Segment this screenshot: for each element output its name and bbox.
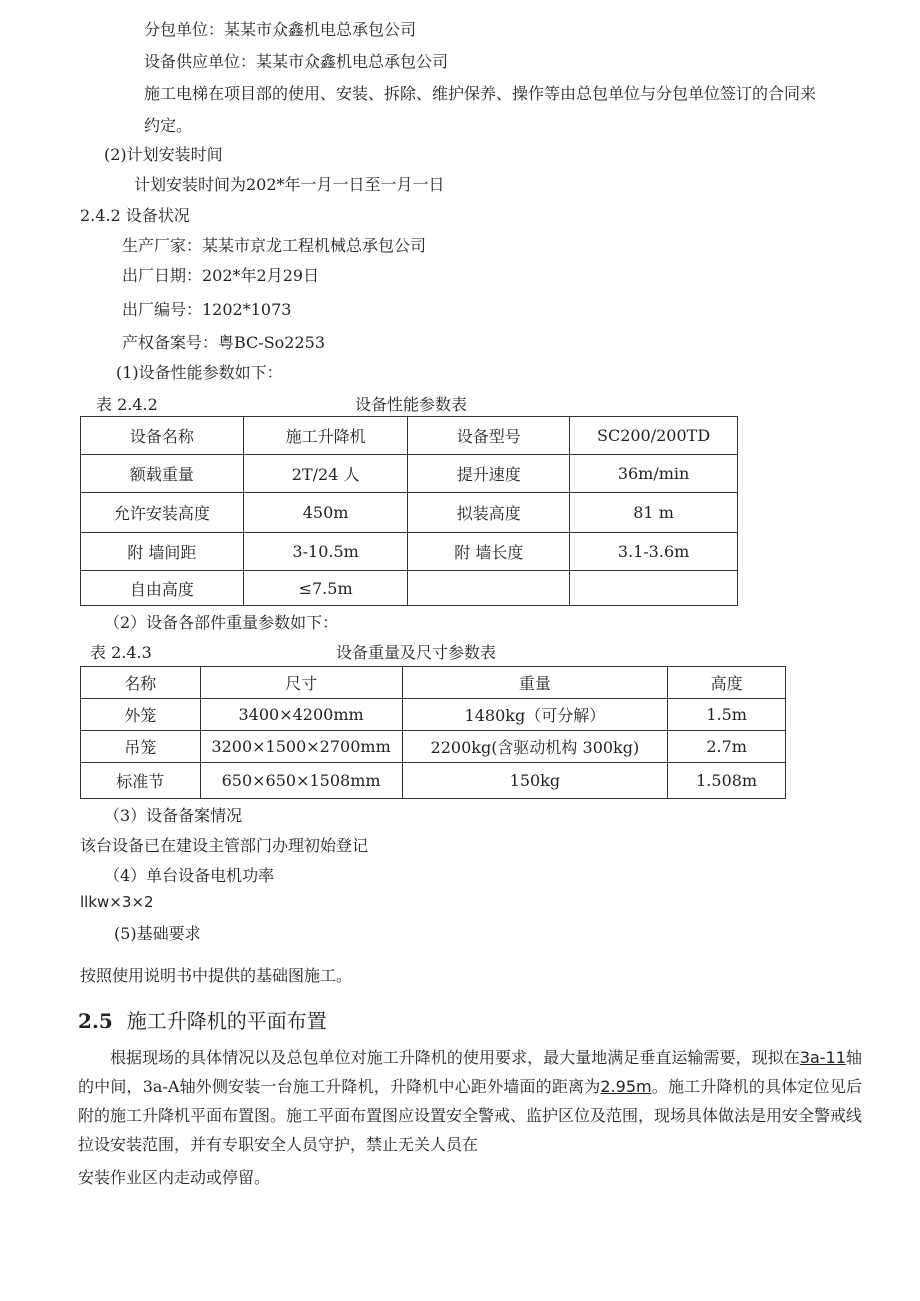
table-header-row	[81, 667, 786, 699]
table-row	[81, 699, 786, 731]
record-line: 该台设备已在建设主管部门办理初始登记	[80, 836, 369, 855]
contract-line-2: 约定。	[144, 116, 193, 135]
weights-heading: （2）设备各部件重量参数如下：	[104, 613, 339, 632]
table-cell: 外笼	[81, 699, 201, 731]
performance-heading: (1)设备性能参数如下：	[116, 363, 283, 382]
table-cell: 450m	[243, 493, 408, 533]
manufacturer-line: 生产厂家：某某市京龙工程机械总承包公司	[122, 236, 427, 255]
table-cell: 36m/min	[570, 455, 738, 493]
last-line: 安装作业区内走动或停留。	[78, 1168, 271, 1187]
contract-line-1: 施工电梯在项目部的使用、安装、拆除、维护保养、操作等由总包单位与分包单位签订的合同来	[144, 84, 817, 103]
table-cell: 设备名称	[81, 417, 244, 455]
distance-underlined: 2.95m	[600, 1077, 652, 1096]
section-2-5-number: 2.5	[78, 1009, 113, 1033]
table-cell: 150kg	[402, 763, 668, 799]
table-cell: 标准节	[81, 763, 201, 799]
supplier-line: 设备供应单位：某某市众鑫机电总承包公司	[144, 52, 449, 71]
table-cell: ≤7.5m	[243, 571, 408, 606]
section-2-5-title: 施工升降机的平面布置	[126, 1009, 327, 1033]
plan-time-line: 计划安装时间为202*年一月一日至一月一日	[134, 175, 445, 194]
table-row	[81, 533, 738, 571]
performance-table	[80, 416, 738, 606]
reg-no-line: 产权备案号：粤BC-So2253	[122, 333, 326, 352]
paragraph-text-a: 根据现场的具体情况以及总包单位对施工升降机的使用要求，最大量地满足垂直运输需要，现拟在	[110, 1048, 800, 1067]
table-row	[81, 571, 738, 606]
table-cell: 设备型号	[408, 417, 570, 455]
section-2-5-heading	[78, 1008, 327, 1034]
table-cell: 81 m	[570, 493, 738, 533]
section-2-4-2-heading: 2.4.2 设备状况	[80, 206, 190, 225]
table-cell: 施工升降机	[243, 417, 408, 455]
table-cell: 允许安装高度	[81, 493, 244, 533]
table-cell: 额载重量	[81, 455, 244, 493]
table-cell	[408, 571, 570, 606]
table-cell	[570, 571, 738, 606]
table-cell: 吊笼	[81, 731, 201, 763]
table-cell: 2200kg(含驱动机构 300kg)	[402, 731, 668, 763]
table-cell: 1480kg（可分解）	[402, 699, 668, 731]
table-cell: 拟装高度	[408, 493, 570, 533]
table-row	[81, 417, 738, 455]
table-cell: SC200/200TD	[570, 417, 738, 455]
table-cell: 3200×1500×2700mm	[200, 731, 402, 763]
weight-size-table	[80, 666, 786, 799]
table-cell: 2.7m	[668, 731, 786, 763]
table-cell: 3.1-3.6m	[570, 533, 738, 571]
power-line: llkw×3×2	[80, 893, 154, 911]
foundation-heading: (5)基础要求	[114, 924, 201, 943]
table-cell: 尺寸	[200, 667, 402, 699]
mfg-date-line: 出厂日期：202*年2月29日	[122, 266, 320, 285]
table-cell: 3400×4200mm	[200, 699, 402, 731]
table-row	[81, 455, 738, 493]
plan-time-heading: (2)计划安装时间	[104, 145, 223, 164]
table-row	[81, 731, 786, 763]
paragraph-text-c: 。施工升降机的具体定位见后附的施工升降机平面布置图。施工平面布置图应设置安全警戒、监护区位及范围，现场具体做法是用安全警戒线拉设安装范围，并有专职安全人员守护，禁止无关人员在	[78, 1077, 863, 1154]
table-row	[81, 493, 738, 533]
table-2-4-3-title: 设备重量及尺寸参数表	[336, 643, 497, 662]
table-2-4-2-title: 设备性能参数表	[355, 395, 468, 414]
foundation-line: 按照使用说明书中提供的基础图施工。	[80, 966, 353, 985]
table-cell: 附 墙间距	[81, 533, 244, 571]
paragraph-text-b: 轴的中间，3a-A轴外侧安装一台施工升降机，升降机中心距外墙面的距离为	[78, 1048, 862, 1096]
table-row	[81, 763, 786, 799]
table-cell: 高度	[668, 667, 786, 699]
power-heading: （4）单台设备电机功率	[104, 866, 275, 885]
table-cell: 提升速度	[408, 455, 570, 493]
axis-ref-underlined: 3a-11	[799, 1048, 846, 1067]
table-cell: 1.5m	[668, 699, 786, 731]
table-2-4-2-label: 表 2.4.2	[96, 395, 158, 414]
mfg-no-line: 出厂编号：1202*1073	[122, 300, 292, 319]
table-cell: 自由高度	[81, 571, 244, 606]
table-cell: 3-10.5m	[243, 533, 408, 571]
table-2-4-3-label: 表 2.4.3	[90, 643, 152, 662]
layout-paragraph	[78, 1043, 862, 1159]
table-cell: 名称	[81, 667, 201, 699]
table-cell: 附 墙长度	[408, 533, 570, 571]
record-heading: （3）设备备案情况	[104, 806, 243, 825]
table-cell: 1.508m	[668, 763, 786, 799]
table-cell: 重量	[402, 667, 668, 699]
table-cell: 650×650×1508mm	[200, 763, 402, 799]
subcontractor-line: 分包单位：某某市众鑫机电总承包公司	[144, 20, 417, 39]
table-cell: 2T/24 人	[243, 455, 408, 493]
